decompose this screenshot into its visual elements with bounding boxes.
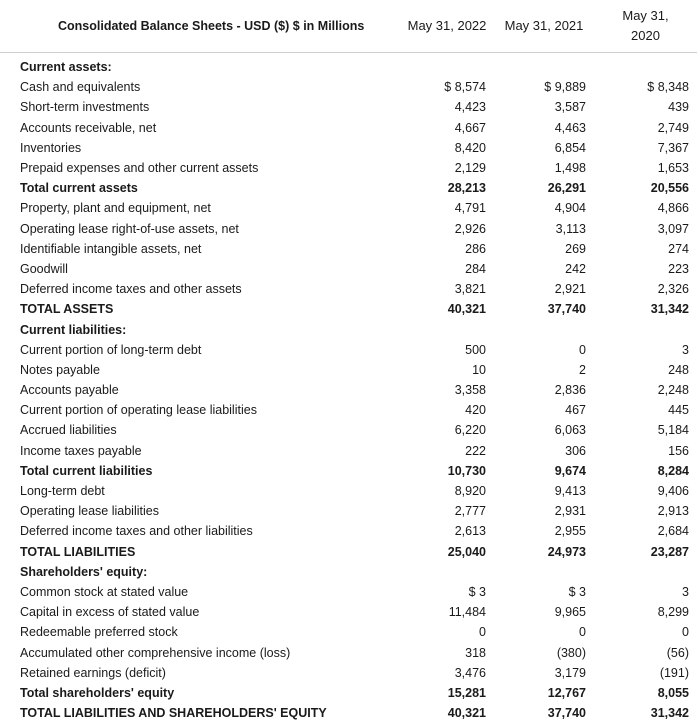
value-cell: 9,965 (554, 605, 586, 620)
value-cell (400, 319, 494, 339)
value-cell: 2,913 (657, 504, 689, 519)
table-row (0, 622, 697, 642)
table-row (0, 380, 697, 400)
row-label: Operating lease right-of-use assets, net (20, 221, 239, 236)
value-cell: 10,730 (447, 463, 486, 478)
value-cell: 286 (465, 241, 486, 256)
table-row (0, 562, 697, 582)
row-label: Long-term debt (20, 484, 105, 499)
value-cell: 15,281 (447, 685, 486, 700)
table-row (0, 602, 697, 622)
value-cell: 274 (668, 241, 689, 256)
value-cell: 9,406 (657, 484, 689, 499)
table-row (0, 259, 697, 279)
value-cell: 8,299 (657, 605, 689, 620)
value-cell: 8,420 (454, 140, 486, 155)
row-label: Accrued liabilities (20, 423, 117, 438)
value-cell: 4,904 (554, 201, 586, 216)
row-label: Operating lease liabilities (20, 504, 159, 519)
value-cell: $ 3 (568, 584, 586, 599)
value-cell (594, 562, 697, 582)
value-cell: 2,129 (454, 161, 486, 176)
table-row (0, 642, 697, 662)
value-cell: 4,463 (554, 120, 586, 135)
row-label: Total current liabilities (20, 463, 153, 478)
table-row (0, 501, 697, 521)
value-cell (594, 319, 697, 339)
value-cell: 4,423 (454, 100, 486, 115)
row-label: Current liabilities: (20, 322, 127, 337)
row-label: Current portion of operating lease liabilities (20, 403, 257, 418)
table-row (0, 77, 697, 97)
table-row (0, 279, 697, 299)
table-row (0, 138, 697, 158)
row-label: Short-term investments (20, 100, 150, 115)
row-label: Accounts receivable, net (20, 120, 157, 135)
value-cell: 2,836 (554, 383, 586, 398)
table-row (0, 319, 697, 339)
value-cell: 5,184 (657, 423, 689, 438)
row-label: Deferred income taxes and other liabilities (20, 524, 253, 539)
column-header-2022: May 31, 2022 (400, 0, 494, 53)
value-cell: 269 (565, 241, 586, 256)
table-title: Consolidated Balance Sheets - USD ($) $ in Millions (0, 0, 400, 53)
value-cell: 0 (579, 342, 586, 357)
table-row (0, 542, 697, 562)
value-cell: 28,213 (447, 181, 486, 196)
table-row (0, 481, 697, 501)
table-row (0, 420, 697, 440)
table-row (0, 97, 697, 117)
value-cell: 420 (465, 403, 486, 418)
value-cell: 2,921 (554, 282, 586, 297)
row-label: Capital in excess of stated value (20, 605, 200, 620)
row-label: Notes payable (20, 362, 100, 377)
value-cell: 2,926 (454, 221, 486, 236)
table-row (0, 53, 697, 78)
row-label: Total current assets (20, 181, 138, 196)
value-cell: 3,587 (554, 100, 586, 115)
row-label: Common stock at stated value (20, 584, 189, 599)
row-label: Accumulated other comprehensive income (loss) (20, 645, 291, 660)
table-row (0, 521, 697, 541)
row-label: Total shareholders' equity (20, 685, 175, 700)
table-row (0, 239, 697, 259)
value-cell: 7,367 (657, 140, 689, 155)
value-cell: 0 (479, 625, 486, 640)
value-cell (494, 319, 594, 339)
value-cell: 3,821 (454, 282, 486, 297)
row-label: Retained earnings (deficit) (20, 665, 166, 680)
row-label: TOTAL ASSETS (20, 302, 114, 317)
row-label: Identifiable intangible assets, net (20, 241, 202, 256)
value-cell: (191) (659, 665, 689, 680)
row-label: Inventories (20, 140, 82, 155)
value-cell: $ 9,889 (544, 80, 586, 95)
row-label: Current assets: (20, 60, 112, 75)
value-cell: 156 (668, 443, 689, 458)
value-cell: 31,342 (650, 706, 689, 721)
value-cell: 4,791 (454, 201, 486, 216)
value-cell: 284 (465, 261, 486, 276)
value-cell: 242 (565, 261, 586, 276)
value-cell: 31,342 (650, 302, 689, 317)
value-cell (400, 53, 494, 78)
value-cell: 3,097 (657, 221, 689, 236)
table-row (0, 703, 697, 723)
value-cell: $ 8,574 (444, 80, 486, 95)
table-row (0, 582, 697, 602)
value-cell: 6,063 (554, 423, 586, 438)
value-cell: 0 (682, 625, 689, 640)
value-cell: 4,866 (657, 201, 689, 216)
column-header-2020-line2: 2020 (631, 28, 660, 43)
value-cell: 2,248 (657, 383, 689, 398)
value-cell: 24,973 (547, 544, 586, 559)
table-row (0, 340, 697, 360)
value-cell: 2 (579, 362, 586, 377)
row-label: Accounts payable (20, 383, 119, 398)
value-cell: 3,476 (454, 665, 486, 680)
value-cell (494, 53, 594, 78)
value-cell: 26,291 (547, 181, 586, 196)
table-row (0, 178, 697, 198)
value-cell: 445 (668, 403, 689, 418)
row-label: Income taxes payable (20, 443, 142, 458)
table-row (0, 441, 697, 461)
value-cell: 12,767 (547, 685, 586, 700)
table-row (0, 198, 697, 218)
value-cell: 2,955 (554, 524, 586, 539)
value-cell: 23,287 (650, 544, 689, 559)
value-cell: 3 (682, 584, 689, 599)
value-cell: 40,321 (447, 302, 486, 317)
value-cell: 8,055 (657, 685, 689, 700)
value-cell: 37,740 (547, 302, 586, 317)
value-cell: 467 (565, 403, 586, 418)
table-row (0, 461, 697, 481)
table-row (0, 663, 697, 683)
column-header-2021: May 31, 2021 (494, 0, 594, 53)
row-label: Property, plant and equipment, net (20, 201, 211, 216)
value-cell (400, 562, 494, 582)
table-body (0, 53, 697, 723)
table-row (0, 360, 697, 380)
row-label: TOTAL LIABILITIES (20, 544, 136, 559)
row-label: Redeemable preferred stock (20, 625, 178, 640)
value-cell (594, 53, 697, 78)
value-cell: 20,556 (650, 181, 689, 196)
value-cell: (56) (666, 645, 689, 660)
value-cell: 6,220 (454, 423, 486, 438)
value-cell: 318 (465, 645, 486, 660)
value-cell: 11,484 (448, 605, 486, 620)
value-cell (494, 562, 594, 582)
header-row (0, 0, 697, 53)
value-cell: 37,740 (547, 706, 586, 721)
value-cell: 3,358 (454, 383, 486, 398)
value-cell: 3 (682, 342, 689, 357)
value-cell: 3,179 (554, 665, 586, 680)
row-label: Cash and equivalents (20, 80, 141, 95)
table-row (0, 118, 697, 138)
table-row (0, 683, 697, 703)
row-label: Current portion of long-term debt (20, 342, 202, 357)
table-row (0, 158, 697, 178)
value-cell: 8,284 (657, 463, 689, 478)
row-label: TOTAL LIABILITIES AND SHAREHOLDERS' EQUITY (20, 706, 327, 721)
table-row (0, 400, 697, 420)
value-cell: 223 (668, 261, 689, 276)
row-label: Deferred income taxes and other assets (20, 282, 242, 297)
value-cell: 40,321 (447, 706, 486, 721)
value-cell: 0 (579, 625, 586, 640)
value-cell: 4,667 (454, 120, 486, 135)
value-cell: 1,498 (554, 161, 586, 176)
value-cell: (380) (556, 645, 586, 660)
row-label: Shareholders' equity: (20, 564, 148, 579)
row-label: Goodwill (20, 261, 68, 276)
value-cell: 439 (668, 100, 689, 115)
row-label: Prepaid expenses and other current assets (20, 161, 259, 176)
value-cell: 2,684 (657, 524, 689, 539)
value-cell: 10 (472, 362, 486, 377)
value-cell: 25,040 (447, 544, 486, 559)
value-cell: 1,653 (657, 161, 689, 176)
table-row (0, 219, 697, 239)
value-cell: 248 (668, 362, 689, 377)
table-row (0, 299, 697, 319)
value-cell: 2,326 (657, 282, 689, 297)
value-cell: 2,613 (454, 524, 486, 539)
value-cell: 8,920 (454, 484, 486, 499)
value-cell: 9,674 (554, 463, 586, 478)
value-cell: 306 (565, 443, 586, 458)
value-cell: $ 3 (468, 584, 486, 599)
value-cell: 2,749 (657, 120, 689, 135)
value-cell: 2,931 (554, 504, 586, 519)
value-cell: 9,413 (554, 484, 586, 499)
column-header-2020 (594, 0, 697, 53)
value-cell: 3,113 (555, 221, 586, 236)
value-cell: 2,777 (454, 504, 486, 519)
value-cell: 222 (465, 443, 486, 458)
value-cell: 6,854 (554, 140, 586, 155)
value-cell: $ 8,348 (647, 80, 689, 95)
value-cell: 500 (465, 342, 486, 357)
column-header-2020-line1: May 31, (622, 8, 669, 23)
